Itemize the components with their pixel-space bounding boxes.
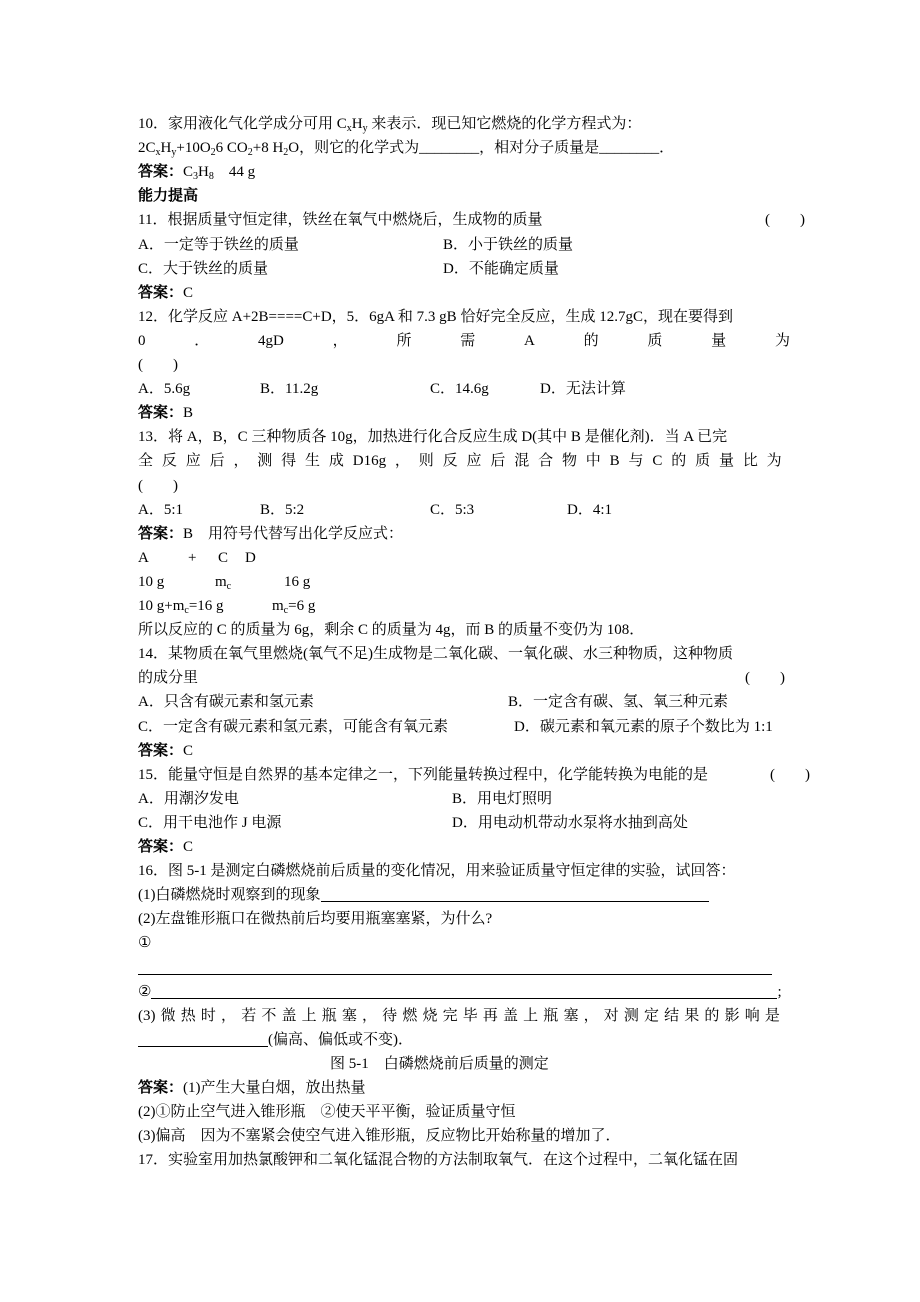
text-token: 若 bbox=[241, 1007, 257, 1024]
q16-part3 bbox=[138, 1004, 780, 1028]
q10-answer bbox=[183, 164, 256, 183]
q13-work-row1-a: A bbox=[138, 549, 149, 566]
text-token: 待 bbox=[382, 1007, 398, 1024]
text-token: 全 bbox=[138, 453, 154, 470]
text-token: 应 bbox=[466, 453, 482, 470]
subscript: c bbox=[283, 605, 289, 616]
q16-part1-blank bbox=[321, 887, 709, 902]
q14-option-c: C．一定含有碳元素和氢元素，可能含有氧元素 bbox=[138, 718, 449, 735]
q12-answer-line bbox=[138, 401, 193, 425]
q13-option-a: A．5:1 bbox=[138, 501, 184, 518]
q15-stem: 15．能量守恒是自然界的基本定律之一，下列能量转换过程中，化学能转换为电能的是 bbox=[138, 766, 709, 783]
q12-option-c: C．14.6g bbox=[430, 381, 489, 398]
q13-work-row1-d: D bbox=[245, 549, 256, 566]
q13-work-row3-equation bbox=[138, 594, 224, 618]
text-token: 的 bbox=[704, 1007, 720, 1024]
text-token: A bbox=[524, 332, 535, 349]
q10-stem-line1 bbox=[138, 112, 641, 136]
text-token: 4gD bbox=[258, 332, 284, 349]
text-token: 应 bbox=[185, 453, 201, 470]
text-token: 量 bbox=[711, 332, 727, 349]
q15-answer-line bbox=[138, 835, 193, 859]
q14-stem-line1: 14．某物质在氧气里燃烧(氧气不足)生成物是二氧化碳、一氧化碳、水三种物质，这种物质 bbox=[138, 646, 733, 663]
q16-part2-marker-2: ② bbox=[138, 983, 152, 1000]
subscript: 2 bbox=[283, 147, 289, 159]
q10-answer-label: 答案： bbox=[138, 164, 184, 181]
text-run: C bbox=[183, 164, 194, 181]
q13-bracket: ( ) bbox=[138, 477, 178, 494]
text-run: H bbox=[198, 164, 209, 181]
q14-stem-line2: 的成分里 bbox=[138, 670, 199, 687]
q11-option-b: B．小于铁丝的质量 bbox=[443, 236, 574, 253]
subscript: 3 bbox=[193, 171, 199, 183]
text-token: 不 bbox=[261, 1007, 277, 1024]
figure-caption: 图 5-1 白磷燃烧前后质量的测定 bbox=[330, 1055, 549, 1072]
q12-stem-line1: 12．化学反应 A+2B====C+D，5．6gA 和 7.3 gB 恰好完全反应，生成 12.7gC，现在要得到 bbox=[138, 308, 733, 325]
text-token: 塞 bbox=[563, 1007, 579, 1024]
text-token: 影 bbox=[724, 1007, 740, 1024]
text-token: 测 bbox=[623, 1007, 639, 1024]
q14-bracket: ( ) bbox=[745, 670, 785, 687]
text-token: 混 bbox=[514, 453, 530, 470]
q11-option-a: A．一定等于铁丝的质量 bbox=[138, 236, 299, 253]
text-token: ， bbox=[362, 1007, 378, 1024]
text-token: 与 bbox=[628, 453, 644, 470]
text-token: 为 bbox=[774, 332, 790, 349]
q12-stem-line2 bbox=[138, 329, 790, 353]
text-token: 是 bbox=[764, 1007, 780, 1024]
text-token: 得 bbox=[281, 453, 297, 470]
q13-work-row2-c bbox=[215, 570, 231, 594]
text-token: D16g bbox=[352, 453, 387, 470]
text-token: 塞 bbox=[341, 1007, 357, 1024]
text-token: ， bbox=[583, 1007, 599, 1024]
text-token: 瓶 bbox=[321, 1007, 337, 1024]
text-token: 反 bbox=[161, 453, 177, 470]
subscript: 2 bbox=[210, 147, 216, 159]
text-token: 测 bbox=[257, 453, 273, 470]
text-run: 10．家用液化气化学成分可用 C bbox=[138, 116, 347, 132]
q13-work-row2-a: 10 g bbox=[138, 573, 165, 590]
q15-bracket: ( ) bbox=[770, 766, 810, 783]
text-token: 盖 bbox=[281, 1007, 297, 1024]
text-run: 6 CO bbox=[215, 140, 248, 157]
subscript: x bbox=[346, 123, 352, 134]
text-token: 为 bbox=[766, 453, 782, 470]
q11-option-c: C．大于铁丝的质量 bbox=[138, 260, 269, 277]
q10-answer-line bbox=[138, 160, 255, 184]
text-token: 燃 bbox=[402, 1007, 418, 1024]
q13-work-row1-plus: + bbox=[188, 549, 197, 566]
q12-option-a: A．5.6g bbox=[138, 381, 191, 398]
text-run: 来表示．现已知它燃烧的化学方程式为： bbox=[367, 116, 642, 132]
text-run: 2C bbox=[138, 140, 156, 157]
subscript: c bbox=[184, 605, 189, 616]
text-token: (3) bbox=[138, 1007, 156, 1024]
text-run: H bbox=[160, 140, 172, 157]
q16-part2-line-2 bbox=[138, 980, 782, 1004]
q11-answer-line bbox=[138, 281, 193, 305]
q16-stem: 16．图 5-1 是测定白磷燃烧前后质量的变化情况，用来验证质量守恒定律的实验，试回答： bbox=[138, 863, 736, 880]
q11-option-d: D．不能确定质量 bbox=[443, 260, 559, 277]
subscript: y bbox=[362, 123, 368, 134]
q13-answer: B 用符号代替写出化学反应式： bbox=[183, 525, 404, 542]
q13-option-c: C．5:3 bbox=[430, 501, 475, 518]
q13-option-d: D．4:1 bbox=[567, 501, 613, 518]
text-token: 的 bbox=[671, 453, 687, 470]
q11-bracket: ( ) bbox=[765, 212, 805, 229]
text-token: ， bbox=[332, 332, 348, 349]
text-token: 再 bbox=[482, 1007, 498, 1024]
q15-option-c: C．用干电池作 J 电源 bbox=[138, 814, 282, 831]
q14-answer-label: 答案： bbox=[138, 742, 184, 759]
text-token: 果 bbox=[684, 1007, 700, 1024]
text-token: 生 bbox=[305, 453, 321, 470]
q14-option-a: A．只含有碳元素和氢元素 bbox=[138, 694, 314, 711]
text-run: m bbox=[272, 598, 284, 614]
text-token: 微 bbox=[160, 1007, 176, 1024]
text-token: 质 bbox=[647, 332, 663, 349]
q16-part3-line-2 bbox=[138, 1028, 413, 1052]
q16-answer-2: (2)①防止空气进入锥形瓶 ②使天平平衡，验证质量守恒 bbox=[138, 1104, 516, 1121]
q16-answer-3: (3)偏高 因为不塞紧会使空气进入锥形瓶，反应物比开始称量的增加了． bbox=[138, 1128, 621, 1145]
text-token: ， bbox=[233, 453, 249, 470]
q16-part3-tail: (偏高、偏低或不变)． bbox=[268, 1031, 413, 1048]
q17-stem: 17．实验室用加热氯酸钾和二氧化锰混合物的方法制取氧气．在这个过程中，二氧化锰在固 bbox=[138, 1152, 739, 1169]
text-token: 比 bbox=[742, 453, 758, 470]
q15-answer: C bbox=[183, 839, 194, 855]
q15-option-a: A．用潮汐发电 bbox=[138, 790, 239, 807]
q12-option-b: B．11.2g bbox=[260, 381, 319, 398]
text-token: 需 bbox=[460, 332, 476, 349]
q16-answer-line-1 bbox=[138, 1076, 366, 1100]
text-token: 完 bbox=[442, 1007, 458, 1024]
q14-option-b: B．一定含有碳、氢、氧三种元素 bbox=[508, 694, 729, 711]
q13-work-row2-d: 16 g bbox=[284, 573, 311, 590]
q13-stem-line1: 13．将 A，B，C 三种物质各 10g，加热进行化合反应生成 D(其中 B 是催化剂)．当 A 已完 bbox=[138, 429, 728, 446]
q16-part2-semicolon: ; bbox=[777, 983, 782, 1000]
text-token: 合 bbox=[538, 453, 554, 470]
text-token: 结 bbox=[664, 1007, 680, 1024]
q15-answer-label: 答案： bbox=[138, 839, 184, 855]
text-token: 反 bbox=[442, 453, 458, 470]
q16-answer-label: 答案： bbox=[138, 1080, 184, 1096]
q13-answer-line bbox=[138, 522, 403, 546]
text-token: 后 bbox=[209, 453, 225, 470]
q15-option-d: D．用电动机带动水泵将水抽到高处 bbox=[452, 814, 688, 831]
text-token: 的 bbox=[583, 332, 599, 349]
text-run: 10 g+m bbox=[138, 598, 185, 614]
q11-stem: 11．根据质量守恒定律，铁丝在氧气中燃烧后，生成物的质量 bbox=[138, 212, 543, 229]
q16-part2-blank-1 bbox=[138, 956, 772, 975]
text-token: 所 bbox=[396, 332, 412, 349]
subscript: y bbox=[171, 147, 177, 159]
q13-work-row3-result bbox=[272, 594, 315, 618]
text-token: ， bbox=[221, 1007, 237, 1024]
q14-answer: C bbox=[183, 742, 194, 759]
text-token: 时 bbox=[200, 1007, 216, 1024]
text-run: +10O bbox=[176, 140, 211, 157]
q16-part1-text: (1)白磷燃烧时观察到的现象 bbox=[138, 887, 321, 904]
text-token: 毕 bbox=[462, 1007, 478, 1024]
q12-bracket: ( ) bbox=[138, 357, 178, 373]
text-token: 中 bbox=[585, 453, 601, 470]
text-token: 盖 bbox=[503, 1007, 519, 1024]
text-token: 瓶 bbox=[543, 1007, 559, 1024]
text-token: 质 bbox=[695, 453, 711, 470]
q10-stem-line2 bbox=[138, 136, 674, 160]
text-run: H bbox=[351, 116, 363, 132]
text-token: ． bbox=[194, 332, 210, 349]
text-run: =6 g bbox=[288, 598, 316, 614]
text-run: m bbox=[215, 573, 227, 590]
q13-option-b: B．5:2 bbox=[260, 501, 305, 518]
q14-option-d: D．碳元素和氧元素的原子个数比为 1:1 bbox=[514, 718, 773, 735]
text-token: 定 bbox=[644, 1007, 660, 1024]
q14-answer-line bbox=[138, 739, 193, 763]
text-token: 成 bbox=[328, 453, 344, 470]
text-token: ， bbox=[394, 453, 410, 470]
q16-part3-blank bbox=[138, 1032, 268, 1047]
q11-answer-label: 答案： bbox=[138, 284, 184, 301]
text-token: 响 bbox=[744, 1007, 760, 1024]
subscript: c bbox=[226, 580, 232, 592]
q12-option-d: D．无法计算 bbox=[540, 381, 626, 398]
subscript: x bbox=[155, 147, 161, 159]
q13-answer-label: 答案： bbox=[138, 525, 184, 542]
q12-answer: B bbox=[183, 405, 194, 422]
text-token: 量 bbox=[718, 453, 734, 470]
text-token: 热 bbox=[180, 1007, 196, 1024]
text-run: 44 g bbox=[213, 164, 256, 181]
text-token: 则 bbox=[418, 453, 434, 470]
subscript: 8 bbox=[208, 171, 214, 183]
q11-answer: C bbox=[183, 284, 194, 301]
section-title: 能力提高 bbox=[138, 188, 199, 205]
text-run: +8 H bbox=[252, 140, 284, 157]
text-token: 后 bbox=[490, 453, 506, 470]
text-run: =16 g bbox=[188, 598, 224, 614]
text-token: C bbox=[652, 453, 663, 470]
text-token: 物 bbox=[561, 453, 577, 470]
text-run: O，则它的化学式为________，相对分子质量是________． bbox=[288, 140, 675, 157]
q16-part2-blank-2 bbox=[151, 984, 777, 999]
q13-stem-line2 bbox=[138, 449, 782, 473]
q15-option-b: B．用电灯照明 bbox=[452, 790, 553, 807]
text-token: 上 bbox=[301, 1007, 317, 1024]
text-token: 0 bbox=[138, 332, 146, 349]
q16-answer-1: (1)产生大量白烟，放出热量 bbox=[183, 1080, 366, 1096]
text-token: 对 bbox=[603, 1007, 619, 1024]
text-token: 上 bbox=[523, 1007, 539, 1024]
q16-part1-line bbox=[138, 883, 709, 907]
q16-part2-marker-1: ① bbox=[138, 935, 152, 952]
q13-work-conclusion: 所以反应的 C 的质量为 6g，剩余 C 的质量为 4g，而 B 的质量不变仍为 108． bbox=[138, 622, 645, 639]
q12-answer-label: 答案： bbox=[138, 405, 184, 422]
text-token: 烧 bbox=[422, 1007, 438, 1024]
subscript: 2 bbox=[247, 147, 253, 159]
q13-work-row1-c: C bbox=[218, 549, 229, 566]
q16-part2: (2)左盘锥形瓶口在微热前后均要用瓶塞塞紧，为什么? bbox=[138, 911, 493, 928]
text-token: B bbox=[609, 453, 620, 470]
